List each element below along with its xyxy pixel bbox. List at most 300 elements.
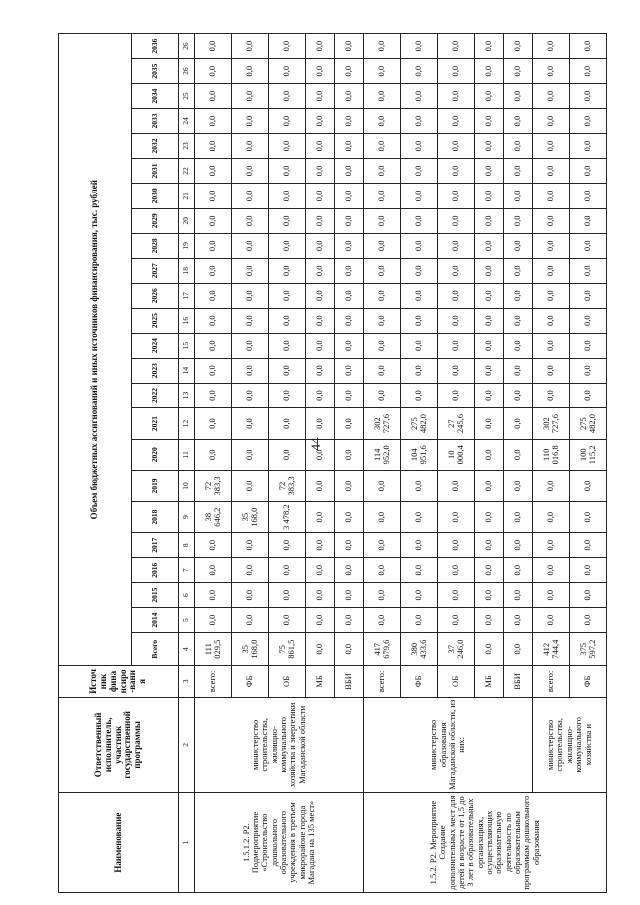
row-value: 0,0 bbox=[306, 34, 335, 59]
row-value: 302 727,6 bbox=[533, 408, 570, 439]
row-value: 0,0 bbox=[438, 608, 475, 633]
header-year-2025: 2025 bbox=[132, 308, 179, 333]
row-value: 0,0 bbox=[195, 208, 232, 233]
row-value: 0,0 bbox=[335, 84, 364, 109]
row-value: 0,0 bbox=[364, 233, 401, 258]
row-value: 0,0 bbox=[195, 158, 232, 183]
row-value: 0,0 bbox=[533, 470, 570, 501]
row-value: 0,0 bbox=[195, 134, 232, 159]
row-value: 0,0 bbox=[504, 34, 533, 59]
row-value: 0,0 bbox=[438, 233, 475, 258]
row-value: 0,0 bbox=[475, 134, 504, 159]
column-number: 7 bbox=[179, 558, 195, 583]
row-value: 0,0 bbox=[335, 583, 364, 608]
row-value: 0,0 bbox=[335, 208, 364, 233]
header-year-2036: 2036 bbox=[132, 34, 179, 59]
row-total: 111 029,5 bbox=[195, 633, 232, 666]
row-value: 0,0 bbox=[533, 333, 570, 358]
header-year-2020: 2020 bbox=[132, 439, 179, 470]
row-value: 0,0 bbox=[195, 583, 232, 608]
row-value: 0,0 bbox=[335, 408, 364, 439]
column-number: 19 bbox=[179, 233, 195, 258]
row-source: ВБИ bbox=[335, 666, 364, 697]
row-total: 0,0 bbox=[475, 633, 504, 666]
row-value: 0,0 bbox=[475, 608, 504, 633]
row-value: 0,0 bbox=[195, 558, 232, 583]
column-number: 26 bbox=[179, 34, 195, 59]
row-value: 0,0 bbox=[504, 59, 533, 84]
row-value: 0,0 bbox=[232, 408, 269, 439]
header-year-2026: 2026 bbox=[132, 283, 179, 308]
row-value: 0,0 bbox=[504, 470, 533, 501]
row-value: 0,0 bbox=[401, 333, 438, 358]
column-number: 21 bbox=[179, 183, 195, 208]
row-value: 0,0 bbox=[533, 109, 570, 134]
row-source: всего: bbox=[195, 666, 232, 697]
row-value: 0,0 bbox=[533, 358, 570, 383]
row-value: 0,0 bbox=[364, 608, 401, 633]
row-source: ФБ bbox=[570, 666, 607, 697]
row-value: 0,0 bbox=[504, 308, 533, 333]
row-responsible: министерство образования Магаданской области, из них: bbox=[364, 697, 533, 793]
table-row bbox=[533, 34, 570, 893]
header-year-2022: 2022 bbox=[132, 383, 179, 408]
row-value: 0,0 bbox=[475, 233, 504, 258]
row-value: 0,0 bbox=[195, 533, 232, 558]
row-value: 0,0 bbox=[570, 34, 607, 59]
row-value: 0,0 bbox=[269, 283, 306, 308]
row-value: 0,0 bbox=[335, 233, 364, 258]
row-value: 0,0 bbox=[306, 383, 335, 408]
row-value: 0,0 bbox=[306, 158, 335, 183]
row-value: 0,0 bbox=[504, 533, 533, 558]
row-value: 0,0 bbox=[533, 233, 570, 258]
row-value: 0,0 bbox=[570, 502, 607, 533]
row-value: 0,0 bbox=[195, 233, 232, 258]
column-number: 15 bbox=[179, 333, 195, 358]
row-value: 0,0 bbox=[438, 470, 475, 501]
row-value: 0,0 bbox=[570, 333, 607, 358]
row-value: 0,0 bbox=[570, 134, 607, 159]
row-value: 0,0 bbox=[570, 470, 607, 501]
row-value: 0,0 bbox=[438, 183, 475, 208]
row-source: всего: bbox=[533, 666, 570, 697]
row-value: 0,0 bbox=[504, 158, 533, 183]
column-number: 18 bbox=[179, 258, 195, 283]
row-value: 275 482,0 bbox=[570, 408, 607, 439]
row-value: 0,0 bbox=[570, 383, 607, 408]
row-value: 0,0 bbox=[364, 358, 401, 383]
row-total: 75 861,5 bbox=[269, 633, 306, 666]
row-value: 0,0 bbox=[306, 439, 335, 470]
row-value: 0,0 bbox=[504, 84, 533, 109]
row-value: 0,0 bbox=[269, 533, 306, 558]
row-value: 0,0 bbox=[504, 383, 533, 408]
column-number: 25 bbox=[179, 84, 195, 109]
row-value: 0,0 bbox=[306, 408, 335, 439]
row-value: 0,0 bbox=[475, 258, 504, 283]
header-year-2024: 2024 bbox=[132, 333, 179, 358]
row-value: 0,0 bbox=[195, 608, 232, 633]
row-value: 0,0 bbox=[195, 34, 232, 59]
row-value: 0,0 bbox=[306, 109, 335, 134]
row-value: 0,0 bbox=[269, 358, 306, 383]
row-value: 0,0 bbox=[533, 533, 570, 558]
row-value: 0,0 bbox=[570, 109, 607, 134]
row-value: 0,0 bbox=[401, 558, 438, 583]
row-value: 0,0 bbox=[232, 583, 269, 608]
row-total: 375 597,2 bbox=[570, 633, 607, 666]
row-value: 0,0 bbox=[364, 59, 401, 84]
column-number: 2 bbox=[179, 697, 195, 793]
row-value: 0,0 bbox=[335, 183, 364, 208]
row-value: 302 727,6 bbox=[364, 408, 401, 439]
row-value: 0,0 bbox=[570, 59, 607, 84]
table-row bbox=[364, 34, 401, 893]
row-value: 0,0 bbox=[504, 183, 533, 208]
row-value: 0,0 bbox=[401, 59, 438, 84]
column-number: 26 bbox=[179, 59, 195, 84]
row-value: 0,0 bbox=[401, 533, 438, 558]
row-value: 0,0 bbox=[401, 208, 438, 233]
row-value: 0,0 bbox=[570, 158, 607, 183]
row-value: 100 115,2 bbox=[570, 439, 607, 470]
row-value: 0,0 bbox=[438, 308, 475, 333]
column-number: 12 bbox=[179, 408, 195, 439]
header-name: Наименование bbox=[59, 793, 179, 893]
row-value: 0,0 bbox=[306, 502, 335, 533]
row-value: 0,0 bbox=[269, 258, 306, 283]
header-year-2034: 2034 bbox=[132, 84, 179, 109]
row-value: 0,0 bbox=[364, 558, 401, 583]
row-value: 0,0 bbox=[232, 383, 269, 408]
row-value: 0,0 bbox=[364, 158, 401, 183]
row-value: 0,0 bbox=[335, 502, 364, 533]
row-value: 0,0 bbox=[504, 109, 533, 134]
row-value: 0,0 bbox=[306, 183, 335, 208]
header-source: Источник финансиро-вания bbox=[59, 666, 179, 697]
row-value: 0,0 bbox=[504, 408, 533, 439]
row-value: 0,0 bbox=[306, 608, 335, 633]
row-value: 0,0 bbox=[335, 258, 364, 283]
header-year-2027: 2027 bbox=[132, 258, 179, 283]
row-value: 0,0 bbox=[232, 258, 269, 283]
row-value: 0,0 bbox=[401, 470, 438, 501]
row-value: 0,0 bbox=[438, 158, 475, 183]
header-year-2015: 2015 bbox=[132, 583, 179, 608]
row-value: 0,0 bbox=[232, 333, 269, 358]
row-value: 0,0 bbox=[504, 502, 533, 533]
row-value: 0,0 bbox=[533, 502, 570, 533]
row-value: 0,0 bbox=[438, 533, 475, 558]
row-value: 0,0 bbox=[504, 608, 533, 633]
row-value: 0,0 bbox=[504, 283, 533, 308]
row-value: 0,0 bbox=[533, 308, 570, 333]
row-value: 0,0 bbox=[195, 183, 232, 208]
row-value: 0,0 bbox=[401, 383, 438, 408]
row-value: 0,0 bbox=[570, 258, 607, 283]
row-value: 0,0 bbox=[533, 608, 570, 633]
column-number: 9 bbox=[179, 502, 195, 533]
column-number: 24 bbox=[179, 109, 195, 134]
row-value: 0,0 bbox=[364, 383, 401, 408]
row-value: 0,0 bbox=[475, 558, 504, 583]
row-value: 0,0 bbox=[533, 558, 570, 583]
row-name: 1.5.2. Р2. Мероприятие Создание дополнительных мест для детей в возрасте от 1,5 до 3 лет в образовательных организациях, осуществляющих образовательную деятельность по образовательным программам дошкольного образования bbox=[364, 793, 607, 893]
row-value: 0,0 bbox=[195, 358, 232, 383]
row-total: 380 433,6 bbox=[401, 633, 438, 666]
row-value: 0,0 bbox=[232, 358, 269, 383]
row-value: 0,0 bbox=[504, 258, 533, 283]
row-value: 0,0 bbox=[232, 158, 269, 183]
row-value: 0,0 bbox=[232, 134, 269, 159]
table-row bbox=[195, 34, 232, 893]
row-value: 0,0 bbox=[364, 308, 401, 333]
header-year-2017: 2017 bbox=[132, 533, 179, 558]
row-value: 0,0 bbox=[232, 59, 269, 84]
row-value: 0,0 bbox=[195, 439, 232, 470]
column-number: 10 bbox=[179, 470, 195, 501]
row-value: 0,0 bbox=[475, 533, 504, 558]
row-value: 0,0 bbox=[438, 583, 475, 608]
row-value: 0,0 bbox=[335, 533, 364, 558]
row-value: 72 383,3 bbox=[195, 470, 232, 501]
row-value: 0,0 bbox=[475, 502, 504, 533]
row-value: 0,0 bbox=[335, 308, 364, 333]
row-value: 0,0 bbox=[335, 34, 364, 59]
row-value: 0,0 bbox=[364, 84, 401, 109]
row-value: 0,0 bbox=[364, 533, 401, 558]
row-value: 0,0 bbox=[533, 283, 570, 308]
row-value: 0,0 bbox=[533, 59, 570, 84]
row-value: 0,0 bbox=[401, 233, 438, 258]
row-value: 0,0 bbox=[504, 558, 533, 583]
row-value: 0,0 bbox=[269, 383, 306, 408]
row-value: 0,0 bbox=[475, 183, 504, 208]
row-value: 0,0 bbox=[232, 439, 269, 470]
row-value: 0,0 bbox=[306, 84, 335, 109]
header-volume: Объем бюджетных ассигнований и иных источников финансирования, тыс. рублей bbox=[59, 34, 132, 666]
row-value: 0,0 bbox=[364, 333, 401, 358]
row-value: 0,0 bbox=[306, 283, 335, 308]
row-value: 0,0 bbox=[306, 134, 335, 159]
row-value: 0,0 bbox=[335, 608, 364, 633]
row-value: 0,0 bbox=[269, 233, 306, 258]
row-source: ФБ bbox=[232, 666, 269, 697]
column-number: 17 bbox=[179, 283, 195, 308]
row-value: 0,0 bbox=[438, 383, 475, 408]
header-year-2023: 2023 bbox=[132, 358, 179, 383]
row-value: 0,0 bbox=[364, 470, 401, 501]
row-value: 0,0 bbox=[475, 439, 504, 470]
row-source: МБ bbox=[306, 666, 335, 697]
row-value: 0,0 bbox=[269, 208, 306, 233]
row-value: 0,0 bbox=[306, 208, 335, 233]
row-value: 0,0 bbox=[195, 383, 232, 408]
column-number: 1 bbox=[179, 793, 195, 893]
row-value: 0,0 bbox=[438, 134, 475, 159]
row-source: МБ bbox=[475, 666, 504, 697]
row-value: 0,0 bbox=[570, 358, 607, 383]
row-value: 0,0 bbox=[475, 208, 504, 233]
row-value: 114 952,0 bbox=[364, 439, 401, 470]
row-value: 0,0 bbox=[306, 233, 335, 258]
row-value: 0,0 bbox=[306, 470, 335, 501]
row-value: 0,0 bbox=[401, 183, 438, 208]
row-value: 0,0 bbox=[364, 208, 401, 233]
row-value: 0,0 bbox=[401, 134, 438, 159]
row-value: 0,0 bbox=[438, 502, 475, 533]
row-value: 0,0 bbox=[335, 134, 364, 159]
header-year-2021: 2021 bbox=[132, 408, 179, 439]
header-year-2019: 2019 bbox=[132, 470, 179, 501]
row-value: 0,0 bbox=[269, 34, 306, 59]
row-value: 0,0 bbox=[401, 84, 438, 109]
row-value: 0,0 bbox=[475, 158, 504, 183]
row-value: 0,0 bbox=[570, 283, 607, 308]
row-value: 0,0 bbox=[438, 258, 475, 283]
row-value: 0,0 bbox=[364, 109, 401, 134]
row-value: 35 168,0 bbox=[232, 502, 269, 533]
row-value: 0,0 bbox=[335, 158, 364, 183]
row-value: 0,0 bbox=[475, 283, 504, 308]
row-value: 0,0 bbox=[195, 308, 232, 333]
row-value: 0,0 bbox=[306, 358, 335, 383]
column-number: 8 bbox=[179, 533, 195, 558]
row-value: 0,0 bbox=[475, 383, 504, 408]
row-value: 0,0 bbox=[306, 583, 335, 608]
row-value: 0,0 bbox=[269, 608, 306, 633]
row-value: 72 383,3 bbox=[269, 470, 306, 501]
header-year-2029: 2029 bbox=[132, 208, 179, 233]
row-value: 0,0 bbox=[533, 34, 570, 59]
row-total: 37 246,0 bbox=[438, 633, 475, 666]
row-value: 0,0 bbox=[232, 109, 269, 134]
rotated-page bbox=[58, 33, 636, 893]
row-value: 0,0 bbox=[570, 208, 607, 233]
row-value: 0,0 bbox=[570, 233, 607, 258]
row-value: 0,0 bbox=[504, 333, 533, 358]
row-value: 0,0 bbox=[475, 84, 504, 109]
row-value: 0,0 bbox=[401, 608, 438, 633]
header-year-2032: 2032 bbox=[132, 134, 179, 159]
row-value: 0,0 bbox=[306, 333, 335, 358]
row-value: 0,0 bbox=[570, 84, 607, 109]
column-number: 6 bbox=[179, 583, 195, 608]
row-value: 275 482,0 bbox=[401, 408, 438, 439]
row-value: 0,0 bbox=[364, 583, 401, 608]
header-year-2028: 2028 bbox=[132, 233, 179, 258]
row-value: 0,0 bbox=[364, 258, 401, 283]
row-value: 0,0 bbox=[438, 109, 475, 134]
row-value: 0,0 bbox=[335, 109, 364, 134]
row-value: 0,0 bbox=[335, 470, 364, 501]
row-value: 0,0 bbox=[306, 258, 335, 283]
header-year-2031: 2031 bbox=[132, 158, 179, 183]
row-value: 0,0 bbox=[475, 583, 504, 608]
row-value: 0,0 bbox=[306, 533, 335, 558]
row-value: 0,0 bbox=[195, 258, 232, 283]
row-value: 38 646,2 bbox=[195, 502, 232, 533]
row-value: 0,0 bbox=[401, 34, 438, 59]
row-value: 0,0 bbox=[401, 502, 438, 533]
header-year-2016: 2016 bbox=[132, 558, 179, 583]
row-total: 0,0 bbox=[335, 633, 364, 666]
row-value: 0,0 bbox=[269, 308, 306, 333]
column-number: 22 bbox=[179, 158, 195, 183]
row-value: 0,0 bbox=[570, 308, 607, 333]
row-value: 0,0 bbox=[335, 383, 364, 408]
row-value: 0,0 bbox=[269, 333, 306, 358]
column-number: 5 bbox=[179, 608, 195, 633]
budget-table bbox=[58, 33, 607, 893]
row-name: 1.5.1.2. Р2. Подмероприятие «Строительство дошкольного образовательного учреждения в третьем микрорайоне города Магадана на 135 мест» bbox=[195, 793, 364, 893]
row-value: 0,0 bbox=[438, 34, 475, 59]
row-value: 0,0 bbox=[401, 358, 438, 383]
row-value: 0,0 bbox=[232, 308, 269, 333]
row-value: 0,0 bbox=[401, 158, 438, 183]
row-value: 0,0 bbox=[438, 558, 475, 583]
row-value: 0,0 bbox=[533, 134, 570, 159]
row-value: 0,0 bbox=[533, 258, 570, 283]
row-source: ФБ bbox=[401, 666, 438, 697]
column-number: 3 bbox=[179, 666, 195, 697]
column-number: 23 bbox=[179, 134, 195, 159]
row-value: 0,0 bbox=[475, 308, 504, 333]
row-value: 0,0 bbox=[195, 84, 232, 109]
row-value: 110 016,8 bbox=[533, 439, 570, 470]
row-value: 0,0 bbox=[533, 158, 570, 183]
row-value: 0,0 bbox=[269, 558, 306, 583]
row-value: 0,0 bbox=[401, 258, 438, 283]
row-value: 0,0 bbox=[570, 558, 607, 583]
row-value: 0,0 bbox=[335, 59, 364, 84]
column-number: 14 bbox=[179, 358, 195, 383]
row-value: 0,0 bbox=[475, 34, 504, 59]
row-value: 0,0 bbox=[438, 333, 475, 358]
row-value: 0,0 bbox=[364, 183, 401, 208]
row-value: 0,0 bbox=[335, 358, 364, 383]
row-value: 0,0 bbox=[438, 84, 475, 109]
row-value: 3 478,2 bbox=[269, 502, 306, 533]
row-value: 0,0 bbox=[195, 408, 232, 439]
row-value: 0,0 bbox=[504, 358, 533, 383]
row-value: 0,0 bbox=[195, 59, 232, 84]
row-value: 0,0 bbox=[533, 208, 570, 233]
row-value: 0,0 bbox=[306, 308, 335, 333]
header-year-2014: 2014 bbox=[132, 608, 179, 633]
row-value: 0,0 bbox=[533, 383, 570, 408]
header-year-2035: 2035 bbox=[132, 59, 179, 84]
row-value: 0,0 bbox=[195, 283, 232, 308]
row-value: 0,0 bbox=[335, 333, 364, 358]
row-value: 0,0 bbox=[195, 109, 232, 134]
row-value: 0,0 bbox=[475, 109, 504, 134]
row-value: 0,0 bbox=[475, 358, 504, 383]
row-value: 0,0 bbox=[232, 84, 269, 109]
row-value: 0,0 bbox=[504, 208, 533, 233]
row-value: 0,0 bbox=[438, 59, 475, 84]
row-value: 0,0 bbox=[306, 558, 335, 583]
row-total: 0,0 bbox=[306, 633, 335, 666]
row-value: 0,0 bbox=[533, 84, 570, 109]
row-value: 0,0 bbox=[475, 333, 504, 358]
row-value: 0,0 bbox=[475, 59, 504, 84]
row-value: 0,0 bbox=[195, 333, 232, 358]
row-value: 0,0 bbox=[232, 34, 269, 59]
column-number: 20 bbox=[179, 208, 195, 233]
row-value: 0,0 bbox=[475, 470, 504, 501]
